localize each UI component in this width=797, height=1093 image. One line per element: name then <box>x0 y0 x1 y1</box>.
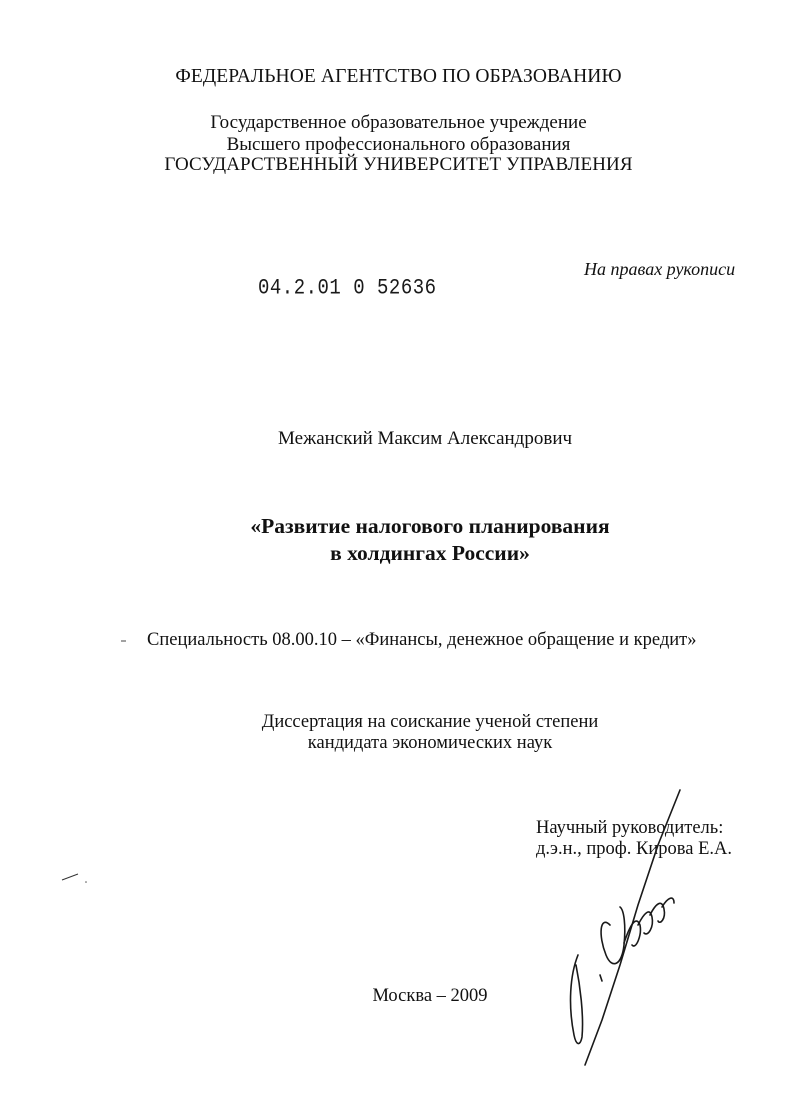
place-and-year: Москва – 2009 <box>372 986 488 1006</box>
agency-name: ФЕДЕРАЛЬНОЕ АГЕНТСТВО ПО ОБРАЗОВАНИЮ <box>175 66 622 87</box>
supervisor-name: д.э.н., проф. Кирова Е.А. <box>536 839 732 859</box>
dissertation-title-line2: в холдингах России» <box>330 541 530 565</box>
institution-level: Высшего профессионального образования <box>226 134 571 155</box>
supervisor-label: Научный руководитель: <box>536 818 724 838</box>
university-name: ГОСУДАРСТВЕННЫЙ УНИВЕРСИТЕТ УПРАВЛЕНИЯ <box>164 154 633 175</box>
registration-code: 04.2.01 0 52636 <box>258 275 437 301</box>
dissertation-title-line1: «Развитие налогового планирования <box>250 514 610 538</box>
degree-line2: кандидата экономических наук <box>307 733 553 753</box>
specialty: Специальность 08.00.10 – «Финансы, денежное обращение и кредит» <box>147 630 697 650</box>
degree-line1: Диссертация на соискание ученой степени <box>261 712 599 732</box>
scan-speck <box>60 868 90 888</box>
signature-strokes <box>571 790 680 1065</box>
author-name: Межанский Максим Александрович <box>278 428 573 449</box>
supervisor-signature <box>540 775 700 1075</box>
institution-type: Государственное образовательное учреждение <box>210 112 587 133</box>
manuscript-note: На правах рукописи <box>584 259 736 279</box>
scan-speck <box>120 638 128 644</box>
